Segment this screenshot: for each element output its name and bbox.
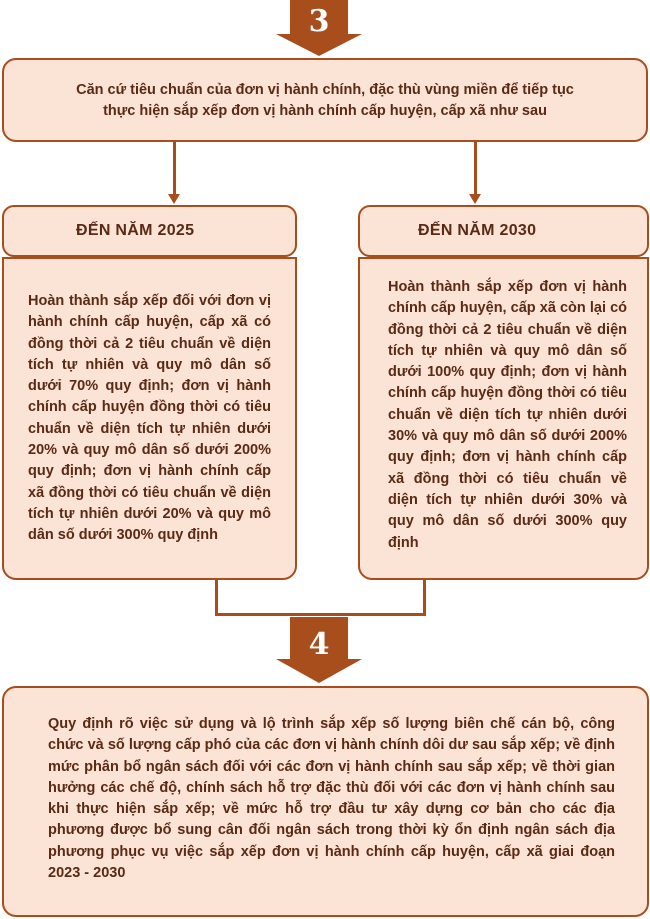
step-4-number: 4 xyxy=(308,627,330,662)
right-header-box xyxy=(358,205,649,257)
join-left-line xyxy=(215,580,218,616)
left-body: Hoàn thành sắp xếp đối với đơn vị hành chính cấp huyện, cấp xã có đồng thời cả 2 tiêu chuẩn về diện tích tự nhiên và quy mô dân số dưới 70% quy định; đơn vị hành chính cấp huyện đồng thời có tiêu chuẩn về diện tích tự nhiên dưới 20% và quy mô dân số dưới 200% quy định; đơn vị hành chính cấp xã đồng thời có tiêu chuẩn về diện tích tự nhiên dưới 20% và quy mô dân số dưới 300% quy định xyxy=(28,293,271,544)
left-title: ĐẾN NĂM 2025 xyxy=(76,222,195,239)
intro-line-1: Căn cứ tiêu chuẩn của đơn vị hành chính, đặc thù vùng miền để tiếp tục xyxy=(76,82,574,98)
right-body: Hoàn thành sắp xếp đơn vị hành chính cấp huyện, cấp xã còn lại có đồng thời cả 2 tiêu chuẩn về diện tích tự nhiên và quy mô dân số dưới 100% quy định; đơn vị hành chính cấp huyện đồng thời có tiêu chuẩn về diện tích tự nhiên dưới 30% và quy mô dân số dưới 200% quy định; đơn vị hành chính cấp xã đồng thời có tiêu chuẩn về diện tích tự nhiên dưới 30% và quy mô dân số dưới 300% quy định xyxy=(388,279,627,551)
intro-line-2: thực hiện sắp xếp đơn vị hành chính cấp huyện, cấp xã như sau xyxy=(103,103,547,120)
intro-text xyxy=(4,80,646,123)
bottom-body: Quy định rõ việc sử dụng và lộ trình sắp xếp số lượng biên chế cán bộ, công chức và số lượng cấp phó của các đơn vị hành chính dôi dư sau sắp xếp; về định mức phân bổ ngân sách đối với các đơn vị hành chính sau sắp xếp; về thời gian hưởng các chế độ, chính sách hỗ trợ đặc thù đối với các đơn vị hành chính sau khi thực hiện sắp xếp; về mức hỗ trợ đầu tư xây dựng cơ bản cho các địa phương được bổ sung cân đối ngân sách trong thời kỳ ổn định ngân sách địa phương phục vụ việc sắp xếp đơn vị hành chính cấp huyện, cấp xã giai đoạn 2023 - 2030 xyxy=(48,716,615,882)
step-3-number: 3 xyxy=(308,4,330,39)
join-horizontal-line xyxy=(215,613,426,616)
intro-box xyxy=(2,58,648,142)
step-4-badge xyxy=(276,617,362,683)
arrow-down-left-icon xyxy=(168,194,180,204)
join-right-line xyxy=(423,580,426,616)
right-title: ĐẾN NĂM 2030 xyxy=(418,222,537,239)
connector-right xyxy=(474,142,477,194)
arrow-down-right-icon xyxy=(469,194,481,204)
step-3-badge xyxy=(276,0,362,56)
connector-left xyxy=(173,142,176,194)
bottom-box xyxy=(2,686,649,917)
right-body-box xyxy=(358,257,649,580)
left-header-box xyxy=(2,205,297,257)
left-body-box xyxy=(2,257,297,580)
